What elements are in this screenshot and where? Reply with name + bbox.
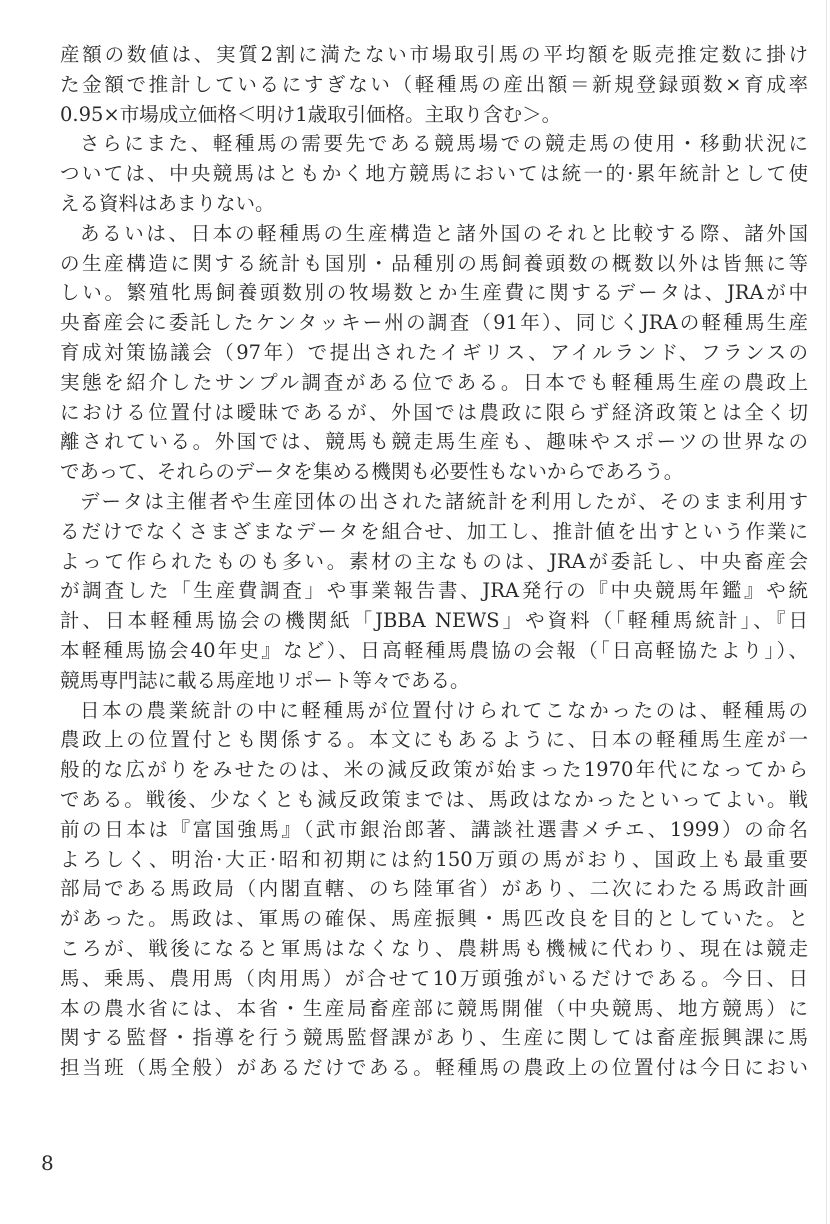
text-line: た金額で推計しているにすぎない（軽種馬の産出額＝新規登録頭数×育成率 (60, 72, 808, 96)
text-line: あるいは、日本の軽種馬の生産構造と諸外国のそれと比較する際、諸外国 (80, 221, 808, 245)
text-line: 農政上の位置付とも関係する。本文にもあるように、日本の軽種馬生産が一 (60, 728, 808, 752)
text-line: 離されている。外国では、競馬も競走馬生産も、趣味やスポーツの世界なの (60, 430, 808, 454)
text-line: における位置付は曖昧であるが、外国では農政に限らず経済政策とは全く切 (60, 400, 808, 424)
text-line: 前の日本は『富国強馬』（武市銀治郎著、講談社選書メチエ、1999）の命名 (60, 817, 808, 841)
text-line: 育成対策協議会（97年）で提出されたイギリス、アイルランド、フランスの (60, 340, 808, 364)
page-edge (826, 0, 827, 1224)
text-line: よろしく、明治·大正·昭和初期には約150万頭の馬がおり、国政上も最重要 (60, 847, 808, 871)
text-line: データは主催者や生産団体の出された諸統計を利用したが、そのまま利用す (80, 489, 808, 513)
text-line: があった。馬政は、軍馬の確保、馬産振興・馬匹改良を目的としていた。と (60, 907, 808, 931)
text-line: ころが、戦後になると軍馬はなくなり、農耕馬も機械に代わり、現在は競走 (60, 936, 808, 960)
paragraph (60, 696, 808, 1083)
paragraph (60, 40, 808, 129)
text-line: 担当班（馬全般）があるだけである。軽種馬の農政上の位置付は今日におい (60, 1056, 808, 1080)
text-line: 0.95×市場成立価格＜明け1歳取引価格。主取り含む＞。 (60, 102, 562, 126)
text-line: える資料はあまりない。 (60, 191, 275, 215)
text-line: 実態を紹介したサンプル調査がある位である。日本でも軽種馬生産の農政上 (60, 370, 808, 394)
text-line: 央畜産会に委託したケンタッキー州の調査（91年）、同じくJRAの軽種馬生産 (60, 311, 808, 335)
text-line: ついては、中央競馬はともかく地方競馬においては統一的·累年統計として使 (60, 162, 808, 186)
text-line: 本の農水省には、本省・生産局畜産部に競馬開催（中央競馬、地方競馬）に (60, 996, 808, 1020)
text-line: しい。繁殖牝馬飼養頭数別の牧場数とか生産費に関するデータは、JRAが中 (60, 281, 808, 305)
text-line: であって、それらのデータを集める機関も必要性もないからであろう。 (60, 460, 684, 484)
page-number: 8 (41, 1151, 54, 1175)
text-line: 日本の農業統計の中に軽種馬が位置付けられてこなかったのは、軽種馬の (80, 698, 808, 722)
text-line: よって作られたものも多い。素材の主なものは、JRAが委託し、中央畜産会 (60, 549, 808, 573)
text-line: 般的な広がりをみせたのは、米の減反政策が始まった1970年代になってから (60, 758, 808, 782)
paragraph (60, 129, 808, 218)
text-line: 関する監督・指導を行う競馬監督課があり、生産に関しては畜産振興課に馬 (60, 1026, 808, 1050)
paragraph (60, 487, 808, 696)
text-line: 競馬専門誌に載る馬産地リポート等々である。 (60, 668, 470, 692)
text-line: が調査した「生産費調査」や事業報告書、JRA発行の『中央競馬年鑑』や統 (60, 579, 808, 603)
text-line: 馬、乗馬、農用馬（肉用馬）が合せて10万頭強がいるだけである。今日、日 (60, 966, 808, 990)
text-line: 部局である馬政局（内閣直轄、のち陸軍省）があり、二次にわたる馬政計画 (60, 877, 808, 901)
text-line: 産額の数値は、実質2割に満たない市場取引馬の平均額を販売推定数に掛け (60, 43, 808, 66)
text-line: の生産構造に関する統計も国別・品種別の馬飼養頭数の概数以外は皆無に等 (60, 251, 808, 275)
text-line: るだけでなくさまざまなデータを組合せ、加工し、推計値を出すという作業に (60, 519, 808, 543)
text-line: 本軽種馬協会40年史』など）、日高軽種馬農協の会報（「日高軽協たより」）、 (60, 638, 808, 662)
paragraph (60, 219, 808, 487)
body-text (60, 40, 808, 1083)
text-line: である。戦後、少なくとも減反政策までは、馬政はなかったといってよい。戦 (60, 787, 808, 811)
text-line: さらにまた、軽種馬の需要先である競馬場での競走馬の使用・移動状況に (80, 132, 808, 156)
text-line: 計、日本軽種馬協会の機関紙「JBBA NEWS」や資料（「軽種馬統計」、『日 (60, 609, 808, 633)
